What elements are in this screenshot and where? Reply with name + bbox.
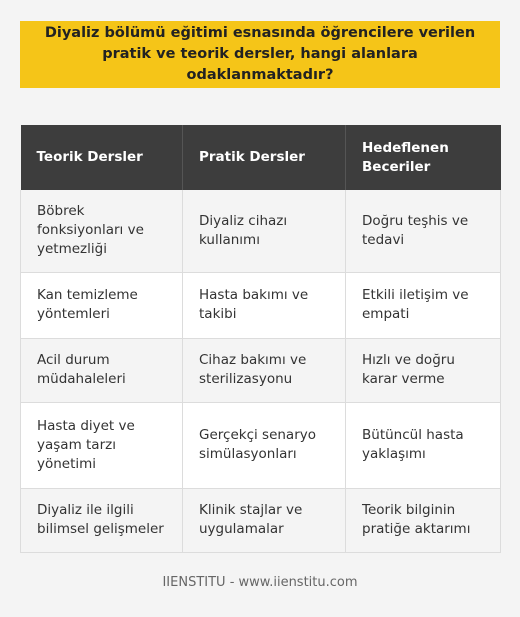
table-cell: Doğru teşhis ve tedavi	[346, 190, 501, 272]
table-cell: Böbrek fonksiyonları ve yetmezliği	[21, 190, 183, 272]
table-cell: Klinik stajlar ve uygulamalar	[183, 488, 346, 552]
table-row	[21, 338, 501, 402]
table-cell: Diyaliz cihazı kullanımı	[183, 190, 346, 272]
table-cell: Kan temizleme yöntemleri	[21, 272, 183, 338]
table-cell: Acil durum müdahaleleri	[21, 338, 183, 402]
table-cell: Hasta bakımı ve takibi	[183, 272, 346, 338]
table-cell: Diyaliz ile ilgili bilimsel gelişmeler	[21, 488, 183, 552]
table-cell: Teorik bilginin pratiğe aktarımı	[346, 488, 501, 552]
table-row	[21, 402, 501, 488]
table-cell: Cihaz bakımı ve sterilizasyonu	[183, 338, 346, 402]
table-row	[21, 488, 501, 552]
header-practical: Pratik Dersler	[183, 125, 346, 190]
table-cell: Hızlı ve doğru karar verme	[346, 338, 501, 402]
table-cell: Hasta diyet ve yaşam tarzı yönetimi	[21, 402, 183, 488]
table-row	[21, 272, 501, 338]
header-theoretical: Teorik Dersler	[21, 125, 183, 190]
table-cell: Bütüncül hasta yaklaşımı	[346, 402, 501, 488]
header-target-skills: Hedeflenen Beceriler	[346, 125, 501, 190]
course-table	[20, 125, 501, 553]
title-banner	[20, 21, 500, 88]
table-cell: Gerçekçi senaryo simülasyonları	[183, 402, 346, 488]
page-title: Diyaliz bölümü eğitimi esnasında öğrencilere verilen pratik ve teorik dersler, hangi alanlara odaklanmaktadır?	[44, 25, 476, 83]
table-header-row	[21, 125, 501, 190]
table-cell: Etkili iletişim ve empati	[346, 272, 501, 338]
footer-credit: IIENSTITU - www.iienstitu.com	[162, 575, 358, 590]
table-row	[21, 190, 501, 272]
